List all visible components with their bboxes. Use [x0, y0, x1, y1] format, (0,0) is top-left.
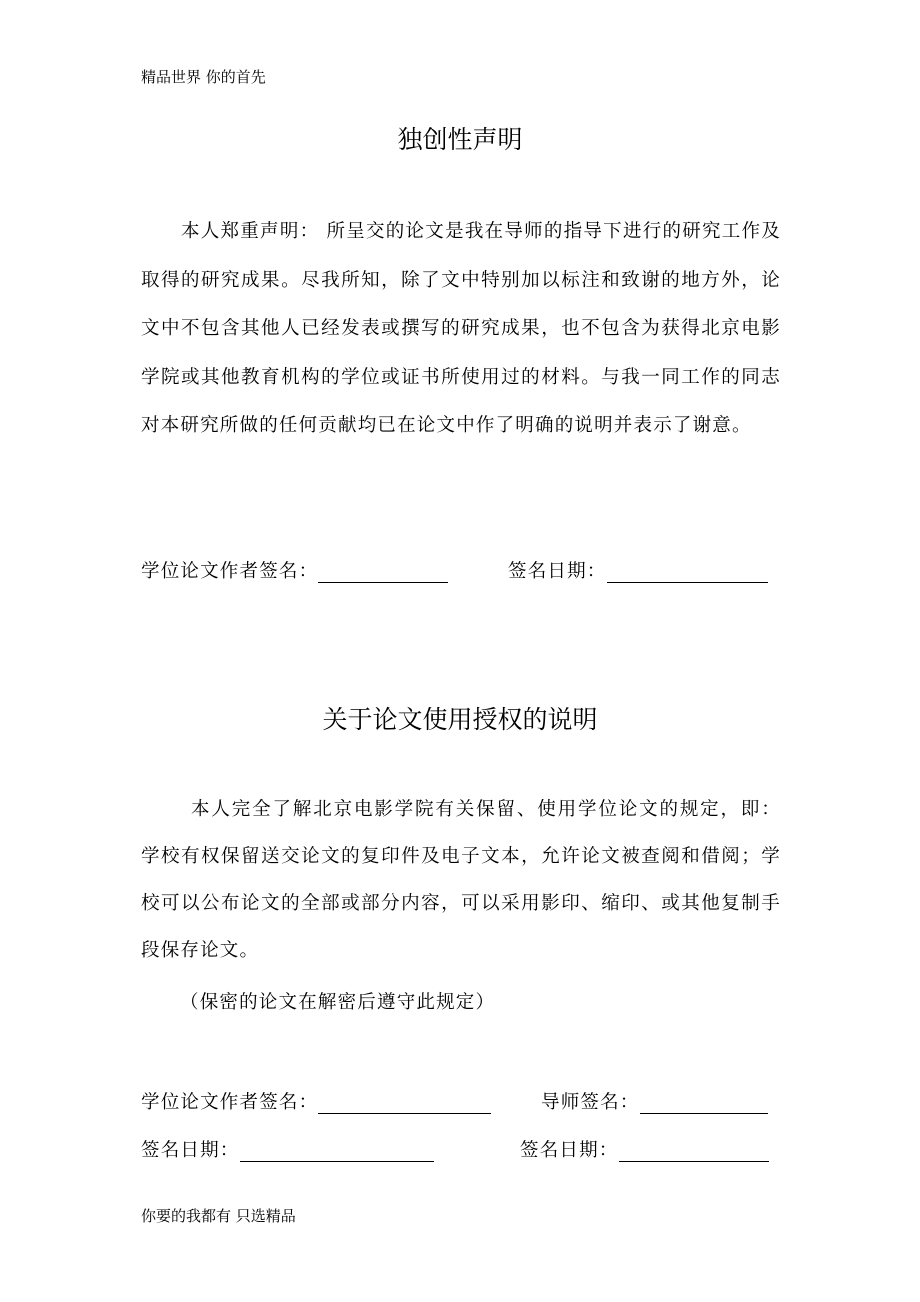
advisor-signature-label: 导师签名：	[541, 1092, 640, 1113]
date-field-right	[520, 1136, 769, 1162]
signature-date-field	[508, 557, 768, 583]
page-header: 精品世界 你的首先	[141, 68, 266, 86]
author-signature-field-2	[141, 1088, 491, 1114]
page-footer: 你要的我都有 只选精品	[141, 1207, 296, 1225]
author-signature-label: 学位论文作者签名：	[141, 561, 319, 582]
originality-declaration-paragraph: 本人郑重声明： 所呈交的论文是我在导师的指导下进行的研究工作及取得的研究成果。尽我所知，除了文中特别加以标注和致谢的地方外，论文中不包含其他人已经发表或撰写的研究成果，也不包含为获得北京电影学院或其他教育机构的学位或证书所使用过的材料。与我一同工作的同志对本研究所做的任何贡献均已在论文中作了明确的说明并表示了谢意。	[141, 221, 781, 436]
date-field-left	[141, 1136, 434, 1162]
advisor-signature-field	[541, 1088, 768, 1114]
date-label-left: 签名日期：	[141, 1140, 240, 1161]
signature-date-line[interactable]	[607, 562, 768, 583]
usage-authorization-title: 关于论文使用授权的说明	[322, 705, 598, 734]
advisor-signature-line[interactable]	[640, 1093, 768, 1114]
date-line-right[interactable]	[619, 1141, 769, 1162]
author-signature-field	[141, 557, 448, 583]
author-signature-line[interactable]	[318, 562, 448, 583]
originality-declaration-title: 独创性声明	[397, 125, 523, 154]
signature-date-label: 签名日期：	[508, 561, 607, 582]
date-line-left[interactable]	[240, 1141, 434, 1162]
date-label-right: 签名日期：	[520, 1140, 619, 1161]
confidential-note: （保密的论文在解密后遵守此规定）	[180, 992, 496, 1013]
usage-authorization-paragraph: 本人完全了解北京电影学院有关保留、使用学位论文的规定，即：学校有权保留送交论文的复印件及电子文本，允许论文被查阅和借阅；学校可以公布论文的全部或部分内容，可以采用影印、缩印、或其他复制手段保存论文。	[141, 799, 781, 961]
author-signature-line-2[interactable]	[318, 1093, 491, 1114]
author-signature-label-2: 学位论文作者签名：	[141, 1092, 319, 1113]
